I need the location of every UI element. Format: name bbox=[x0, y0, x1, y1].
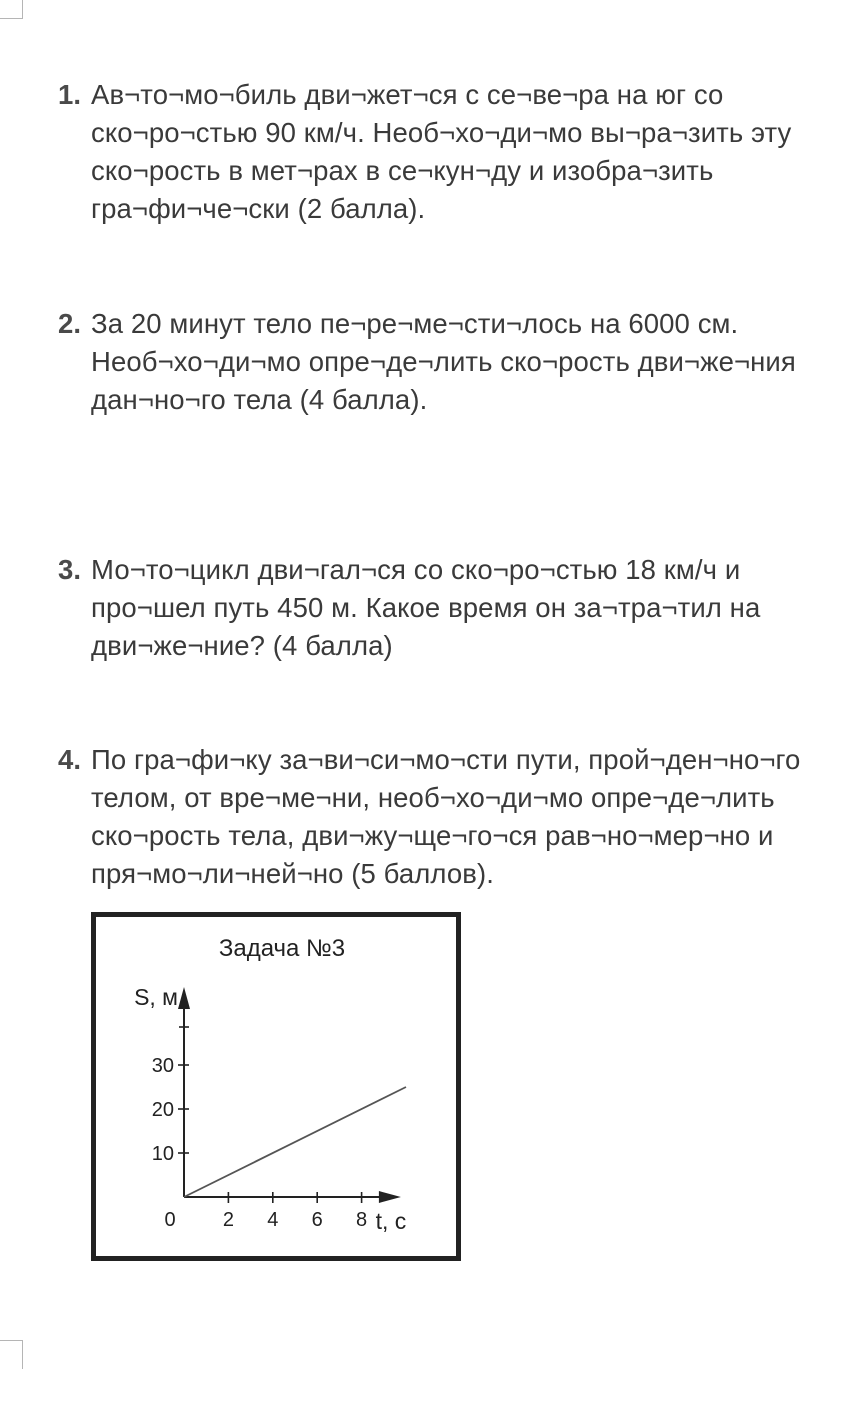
task-line: про¬шел путь 450 м. Какое время он за¬тра¬тил на bbox=[91, 592, 761, 623]
y-tick-label: 10 bbox=[151, 1143, 174, 1165]
task-number: 3. bbox=[58, 554, 82, 585]
task-line: ско¬ро¬стью 90 км/ч. Необ¬хо¬ди¬мо вы¬ра¬зить эту bbox=[91, 117, 792, 148]
task-line: дан¬но¬го тела (4 балла). bbox=[91, 384, 428, 415]
task-line: Мо¬то¬цикл дви¬гал¬ся со ско¬ро¬стью 18 км/ч и bbox=[91, 554, 741, 585]
task-line: ско¬рость тела, дви¬жу¬ще¬го¬ся рав¬но¬мер¬но и bbox=[91, 820, 774, 851]
task-line: гра¬фи¬че¬ски (2 балла). bbox=[91, 193, 426, 224]
task-line: ско¬рость в мет¬рах в се¬кун¬ду и изобра¬зить bbox=[91, 155, 714, 186]
x-axis-arrow bbox=[379, 1191, 401, 1203]
task-line: телом, от вре¬ме¬ни, необ¬хо¬ди¬мо опре¬де¬лить bbox=[91, 782, 775, 813]
task-line: Необ¬хо¬ди¬мо опре¬де¬лить ско¬рость дви¬же¬ния bbox=[91, 346, 796, 377]
page-corner-mark-bottom bbox=[0, 1340, 23, 1369]
y-axis-label: S, м bbox=[134, 984, 178, 1010]
origin-label: 0 bbox=[164, 1209, 176, 1231]
task-number: 1. bbox=[58, 79, 82, 110]
task-line: За 20 минут тело пе¬ре¬ме¬сти¬лось на 6000 см. bbox=[91, 308, 739, 339]
x-tick-label: 8 bbox=[356, 1209, 368, 1231]
task-text bbox=[91, 551, 858, 665]
task-line: По гра¬фи¬ку за¬ви¬си¬мо¬сти пути, прой¬ден¬но¬го bbox=[91, 744, 801, 775]
task-1 bbox=[58, 76, 858, 228]
task-line: пря¬мо¬ли¬ней¬но (5 баллов). bbox=[91, 858, 494, 889]
task-4 bbox=[58, 741, 858, 893]
chart-marks bbox=[134, 984, 406, 1234]
y-tick-label: 20 bbox=[151, 1099, 174, 1121]
page-corner-mark-top bbox=[0, 0, 23, 19]
task-text bbox=[91, 305, 858, 419]
task-2 bbox=[58, 305, 858, 419]
x-axis-label: t, c bbox=[375, 1208, 407, 1234]
task-line: Ав¬то¬мо¬биль дви¬жет¬ся с се¬ве¬ра на юг со bbox=[91, 79, 724, 110]
x-tick-label: 6 bbox=[311, 1209, 323, 1231]
task-number: 2. bbox=[58, 308, 82, 339]
task-3 bbox=[58, 551, 858, 665]
task-number: 4. bbox=[58, 744, 82, 775]
graph-figure bbox=[91, 912, 461, 1261]
x-tick-label: 4 bbox=[267, 1209, 279, 1231]
task-line: дви¬же¬ние? (4 балла) bbox=[91, 630, 393, 661]
x-tick-label: 2 bbox=[222, 1209, 234, 1231]
task-text bbox=[91, 76, 858, 228]
task-text bbox=[91, 741, 858, 893]
y-tick-label: 30 bbox=[151, 1055, 174, 1077]
data-line bbox=[184, 1087, 406, 1197]
y-axis-arrow bbox=[178, 987, 190, 1009]
chart-title: Задача №3 bbox=[218, 935, 346, 962]
distance-time-chart bbox=[96, 917, 456, 1256]
